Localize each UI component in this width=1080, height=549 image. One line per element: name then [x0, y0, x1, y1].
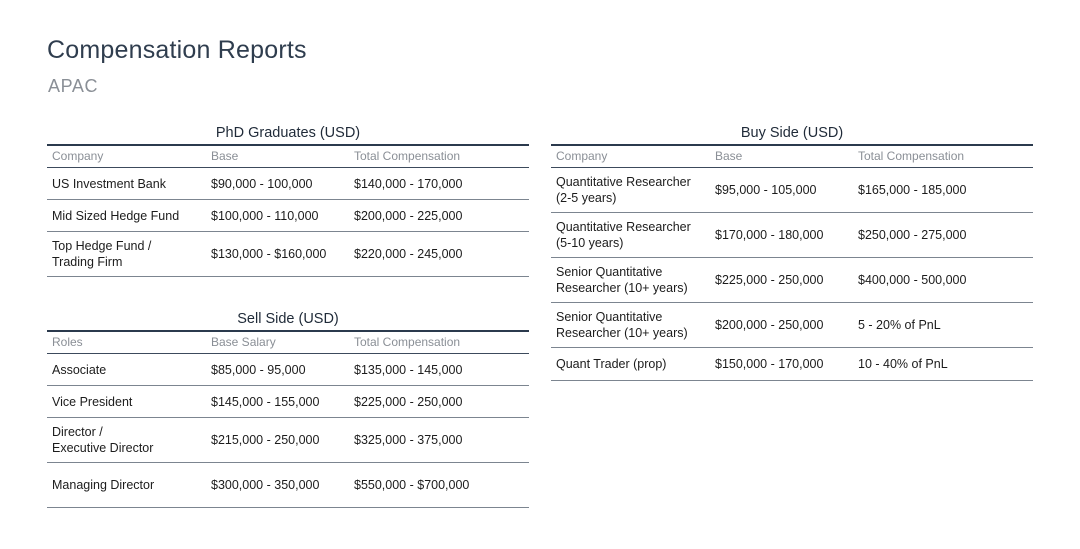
table-row	[551, 303, 1033, 348]
cell-total: $165,000 - 185,000	[858, 183, 967, 197]
cell-total: $250,000 - 275,000	[858, 228, 967, 242]
cell-base-salary: $300,000 - 350,000	[211, 478, 320, 492]
cell-base: $100,000 - 110,000	[211, 208, 319, 223]
table-row	[47, 232, 529, 277]
table-row	[551, 213, 1033, 258]
cell-role: Director / Executive Director	[52, 425, 154, 455]
cell-base: $95,000 - 105,000	[715, 183, 817, 197]
cell-total: $200,000 - 225,000	[354, 208, 463, 223]
cell-total: $140,000 - 170,000	[354, 176, 463, 191]
column-header: Base	[211, 149, 239, 163]
table-title: Buy Side (USD)	[551, 122, 1033, 146]
cell-total: $325,000 - 375,000	[354, 433, 463, 447]
cell-base: $150,000 - 170,000	[715, 357, 824, 371]
cell-total: $135,000 - 145,000	[354, 362, 463, 377]
table-row	[551, 168, 1033, 213]
table-row	[551, 258, 1033, 303]
column-header: Company	[556, 149, 608, 163]
table-row	[47, 463, 529, 508]
cell-company: Senior Quantitative Researcher (10+ years)	[556, 310, 688, 340]
page-title: Compensation Reports	[47, 36, 307, 64]
cell-total: 5 - 20% of PnL	[858, 318, 941, 332]
column-header: Total Compensation	[354, 149, 461, 163]
cell-company: Quant Trader (prop)	[556, 357, 667, 371]
table-row	[47, 354, 529, 386]
cell-company: Senior Quantitative Researcher (10+ years)	[556, 265, 688, 295]
column-header: Roles	[52, 335, 83, 349]
page-subtitle-region: APAC	[48, 76, 99, 96]
cell-total: $225,000 - 250,000	[354, 394, 463, 409]
table-title: Sell Side (USD)	[47, 308, 529, 332]
cell-base: $90,000 - 100,000	[211, 176, 313, 191]
cell-role: Vice President	[52, 394, 133, 409]
phd-graduates-table	[47, 122, 529, 277]
table-row	[47, 200, 529, 232]
cell-company: Quantitative Researcher (5-10 years)	[556, 220, 691, 250]
cell-role: Managing Director	[52, 478, 155, 492]
table-row	[47, 168, 529, 200]
cell-company: Quantitative Researcher (2-5 years)	[556, 175, 691, 205]
cell-role: Associate	[52, 362, 107, 377]
table-row	[47, 386, 529, 418]
cell-total: $220,000 - 245,000	[354, 247, 463, 261]
cell-company: Mid Sized Hedge Fund	[52, 208, 180, 223]
column-header: Total Compensation	[858, 149, 965, 163]
table-header	[47, 332, 529, 354]
cell-total: $400,000 - 500,000	[858, 273, 967, 287]
cell-base: $200,000 - 250,000	[715, 318, 824, 332]
table-title: PhD Graduates (USD)	[47, 122, 529, 146]
table-header	[551, 146, 1033, 168]
column-header: Total Compensation	[354, 335, 461, 349]
cell-base-salary: $85,000 - 95,000	[211, 362, 306, 377]
table-row	[47, 418, 529, 463]
cell-base: $130,000 - $160,000	[211, 247, 327, 261]
sell-side-table	[47, 308, 529, 508]
column-header: Company	[52, 149, 104, 163]
cell-base-salary: $145,000 - 155,000	[211, 394, 320, 409]
cell-total: 10 - 40% of PnL	[858, 357, 948, 371]
table-header	[47, 146, 529, 168]
cell-base: $225,000 - 250,000	[715, 273, 824, 287]
buy-side-table	[551, 122, 1033, 381]
table-row	[551, 348, 1033, 381]
cell-base-salary: $215,000 - 250,000	[211, 433, 320, 447]
column-header: Base	[715, 149, 743, 163]
cell-base: $170,000 - 180,000	[715, 228, 824, 242]
cell-company: Top Hedge Fund / Trading Firm	[52, 239, 152, 269]
cell-total: $550,000 - $700,000	[354, 478, 470, 492]
column-header: Base Salary	[211, 335, 276, 349]
cell-company: US Investment Bank	[52, 176, 166, 191]
